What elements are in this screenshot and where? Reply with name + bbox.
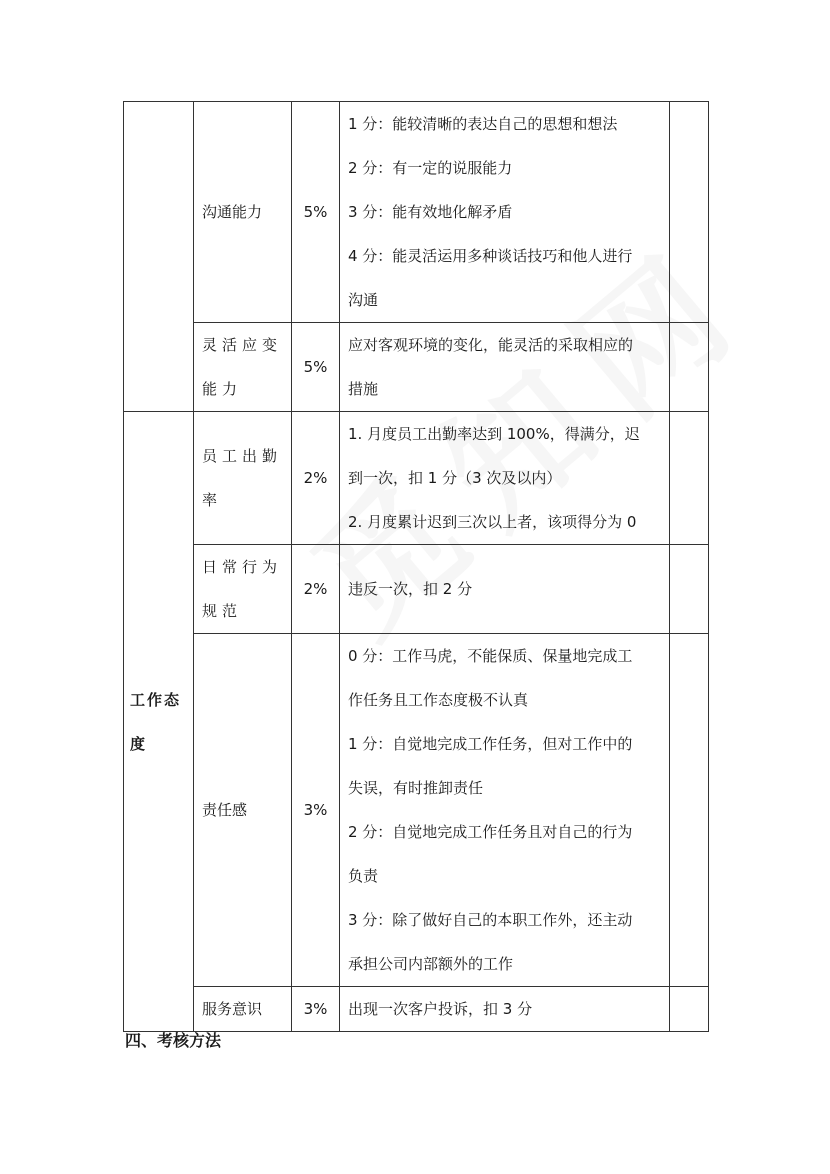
weight-cell: 5% bbox=[292, 323, 340, 412]
description-line: 1. 月度员工出勤率达到 100%，得满分，迟 bbox=[348, 425, 640, 443]
weight-cell: 5% bbox=[292, 102, 340, 323]
description-cell bbox=[340, 323, 670, 412]
description-line: 负责 bbox=[348, 867, 379, 885]
description-line: 措施 bbox=[348, 380, 379, 398]
weight-cell: 2% bbox=[292, 412, 340, 545]
table-row bbox=[124, 987, 709, 1032]
score-cell bbox=[670, 412, 709, 545]
category-cell: 工作态度 bbox=[124, 412, 194, 1032]
score-cell bbox=[670, 102, 709, 323]
description-line: 出现一次客户投诉，扣 3 分 bbox=[348, 1000, 533, 1018]
description-line: 作任务且工作态度极不认真 bbox=[348, 691, 529, 709]
description-line: 3 分：能有效地化解矛盾 bbox=[348, 203, 513, 221]
description-line: 违反一次，扣 2 分 bbox=[348, 580, 473, 598]
table-row bbox=[124, 412, 709, 545]
section-heading: 四、考核方法 bbox=[125, 1031, 222, 1050]
description-cell bbox=[340, 102, 670, 323]
description-line: 4 分：能灵活运用多种谈话技巧和他人进行 bbox=[348, 247, 633, 265]
description-line: 2 分：有一定的说服能力 bbox=[348, 159, 513, 177]
description-line: 失误，有时推卸责任 bbox=[348, 779, 484, 797]
weight-cell: 3% bbox=[292, 987, 340, 1032]
weight-cell: 2% bbox=[292, 545, 340, 634]
item-cell: 责任感 bbox=[194, 634, 292, 987]
description-cell bbox=[340, 545, 670, 634]
description-line: 应对客观环境的变化，能灵活的采取相应的 bbox=[348, 336, 634, 354]
score-cell bbox=[670, 987, 709, 1032]
item-cell: 服务意识 bbox=[194, 987, 292, 1032]
description-line: 承担公司内部额外的工作 bbox=[348, 955, 514, 973]
description-line: 1 分：能较清晰的表达自己的思想和想法 bbox=[348, 115, 618, 133]
description-cell bbox=[340, 634, 670, 987]
item-cell: 灵活应变能力 bbox=[194, 323, 292, 412]
table-row bbox=[124, 102, 709, 323]
category-cell bbox=[124, 102, 194, 412]
description-line: 沟通 bbox=[348, 291, 379, 309]
description-line: 3 分：除了做好自己的本职工作外，还主动 bbox=[348, 911, 633, 929]
description-line: 2. 月度累计迟到三次以上者，该项得分为 0 bbox=[348, 513, 637, 531]
score-cell bbox=[670, 545, 709, 634]
item-cell: 沟通能力 bbox=[194, 102, 292, 323]
item-cell: 员工出勤率 bbox=[194, 412, 292, 545]
description-line: 2 分：自觉地完成工作任务且对自己的行为 bbox=[348, 823, 633, 841]
table-row bbox=[124, 545, 709, 634]
assessment-table bbox=[123, 101, 709, 1032]
score-cell bbox=[670, 323, 709, 412]
table-row bbox=[124, 323, 709, 412]
score-cell bbox=[670, 634, 709, 987]
table-row bbox=[124, 634, 709, 987]
description-line: 0 分：工作马虎，不能保质、保量地完成工 bbox=[348, 647, 633, 665]
weight-cell: 3% bbox=[292, 634, 340, 987]
description-line: 1 分：自觉地完成工作任务，但对工作中的 bbox=[348, 735, 633, 753]
description-cell bbox=[340, 412, 670, 545]
description-line: 到一次，扣 1 分（3 次及以内） bbox=[348, 469, 562, 487]
description-cell bbox=[340, 987, 670, 1032]
item-cell: 日常行为规范 bbox=[194, 545, 292, 634]
